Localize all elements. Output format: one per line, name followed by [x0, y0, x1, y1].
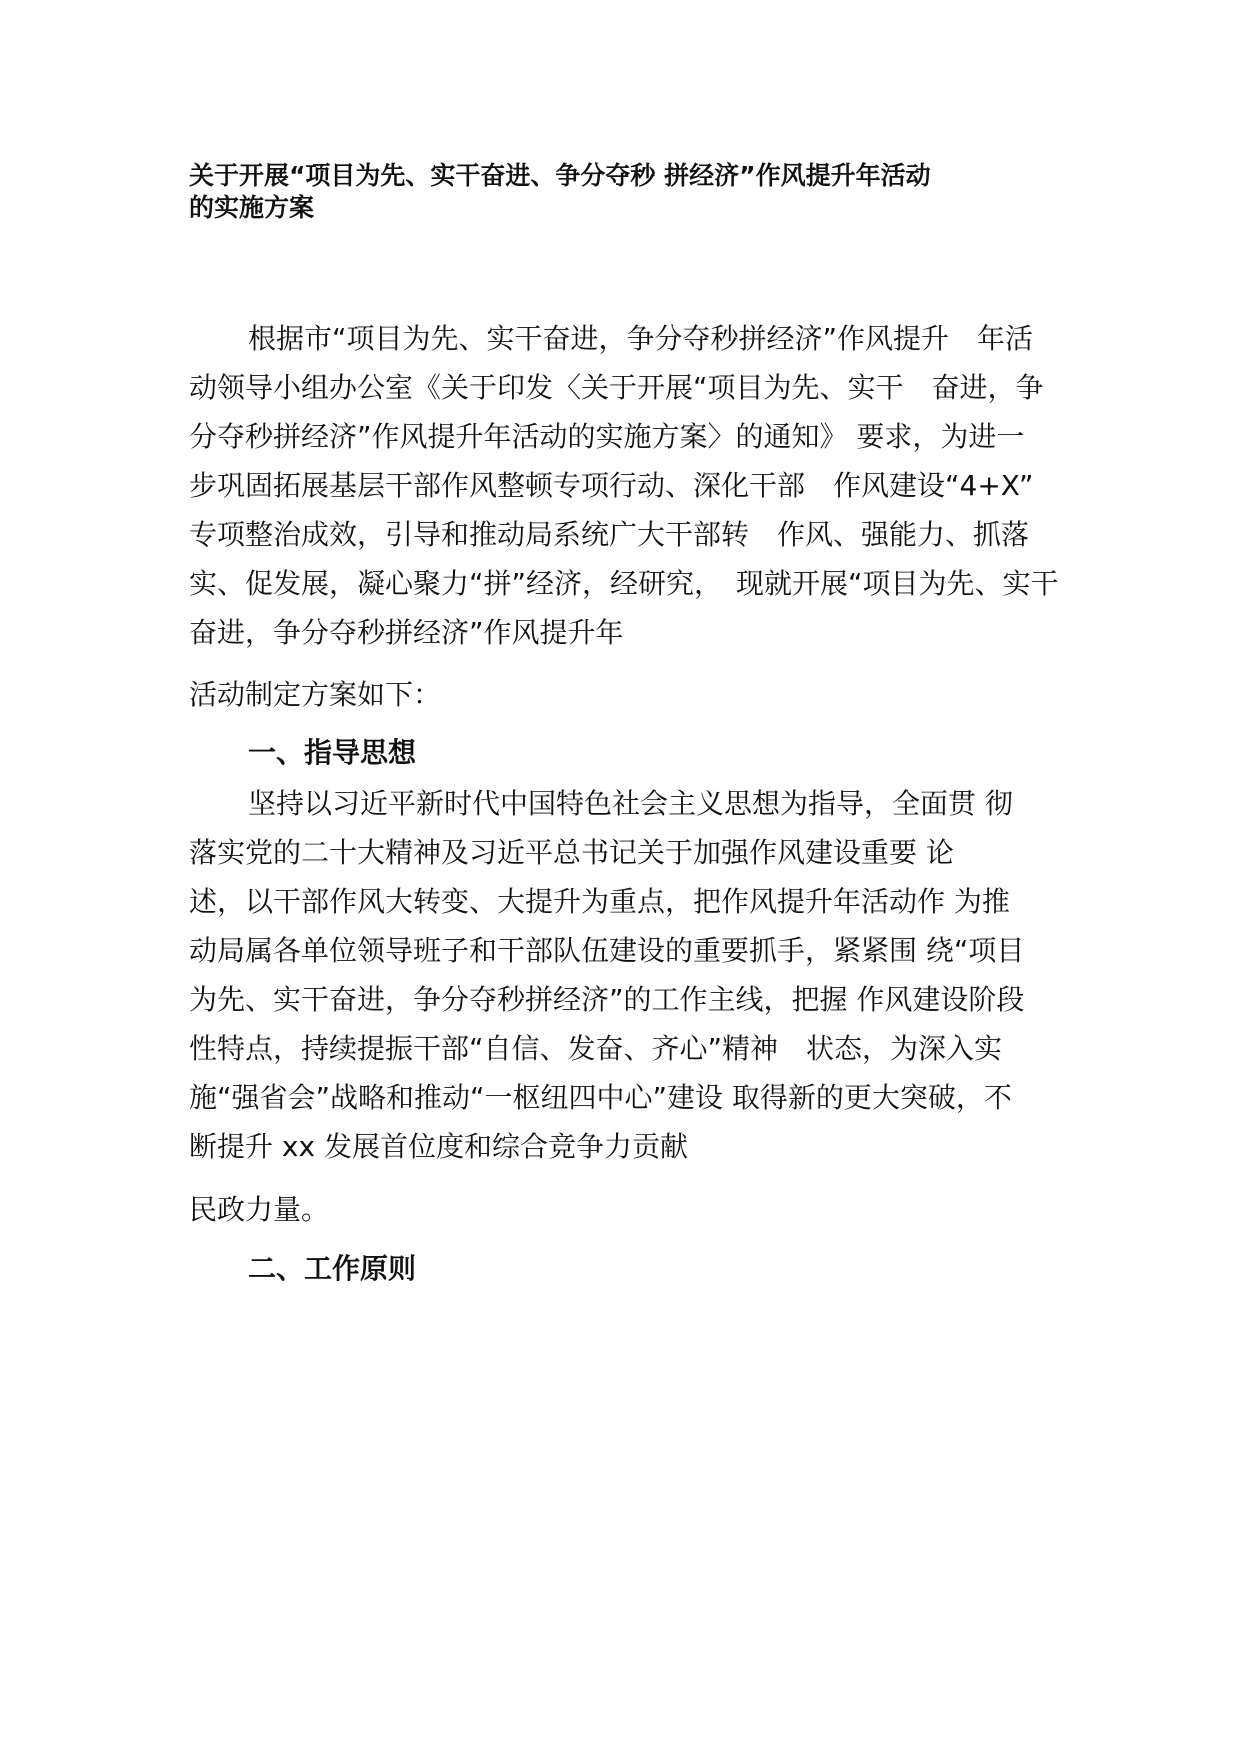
section1-line-4: 动局属各单位领导班子和干部队伍建设的重要抓手，紧紧围 绕“项目 — [189, 934, 1025, 967]
document-title — [189, 160, 1069, 224]
section-heading-work-principles: 二、工作原则 — [248, 1252, 417, 1285]
section1-line-1: 坚持以习近平新时代中国特色社会主义思想为指导，全面贯 彻 — [248, 787, 1013, 820]
section1-tail: 民政力量。 — [189, 1193, 330, 1226]
section1-line-3: 述，以干部作风大转变、大提升为重点，把作风提升年活动作 为推 — [189, 885, 1010, 918]
intro-line-1: 根据市“项目为先、实干奋进，争分夺秒拼经济”作风提升 年活 — [248, 322, 1034, 355]
title-line-2: 的实施方案 — [189, 193, 315, 222]
intro-line-4: 步巩固拓展基层干部作风整顿专项行动、深化干部 作风建设“4+X” — [189, 469, 1034, 502]
section1-line-6: 性特点，持续提振干部“自信、发奋、齐心”精神 状态，为深入实 — [189, 1032, 1003, 1065]
intro-line-3: 分夺秒拼经济”作风提升年活动的实施方案〉的通知》 要求，为进一 — [189, 420, 1025, 453]
section1-line-2: 落实党的二十大精神及习近平总书记关于加强作风建设重要 论 — [189, 836, 954, 869]
section1-line-8: 断提升 xx 发展首位度和综合竞争力贡献 — [189, 1130, 688, 1163]
intro-tail: 活动制定方案如下： — [189, 678, 442, 711]
intro-line-7: 奋进，争分夺秒拼经济”作风提升年 — [189, 616, 624, 649]
section1-line-7: 施“强省会”战略和推动“一枢纽四中心”建设 取得新的更大突破，不 — [189, 1081, 1012, 1114]
title-line-1: 关于开展“项目为先、实干奋进、争分夺秒 拼经济”作风提升年活动 — [189, 161, 931, 190]
intro-line-6: 实、促发展，凝心聚力“拼”经济，经研究， 现就开展“项目为先、实干 — [189, 567, 1059, 600]
section1-line-5: 为先、实干奋进，争分夺秒拼经济”的工作主线，把握 作风建设阶段 — [189, 983, 1025, 1016]
intro-line-2: 动领导小组办公室《关于印发〈关于开展“项目为先、实干 奋进，争 — [189, 371, 1044, 404]
section-heading-guiding-thought: 一、指导思想 — [248, 736, 417, 769]
intro-line-5: 专项整治成效，引导和推动局系统广大干部转 作风、强能力、抓落 — [189, 518, 1030, 551]
